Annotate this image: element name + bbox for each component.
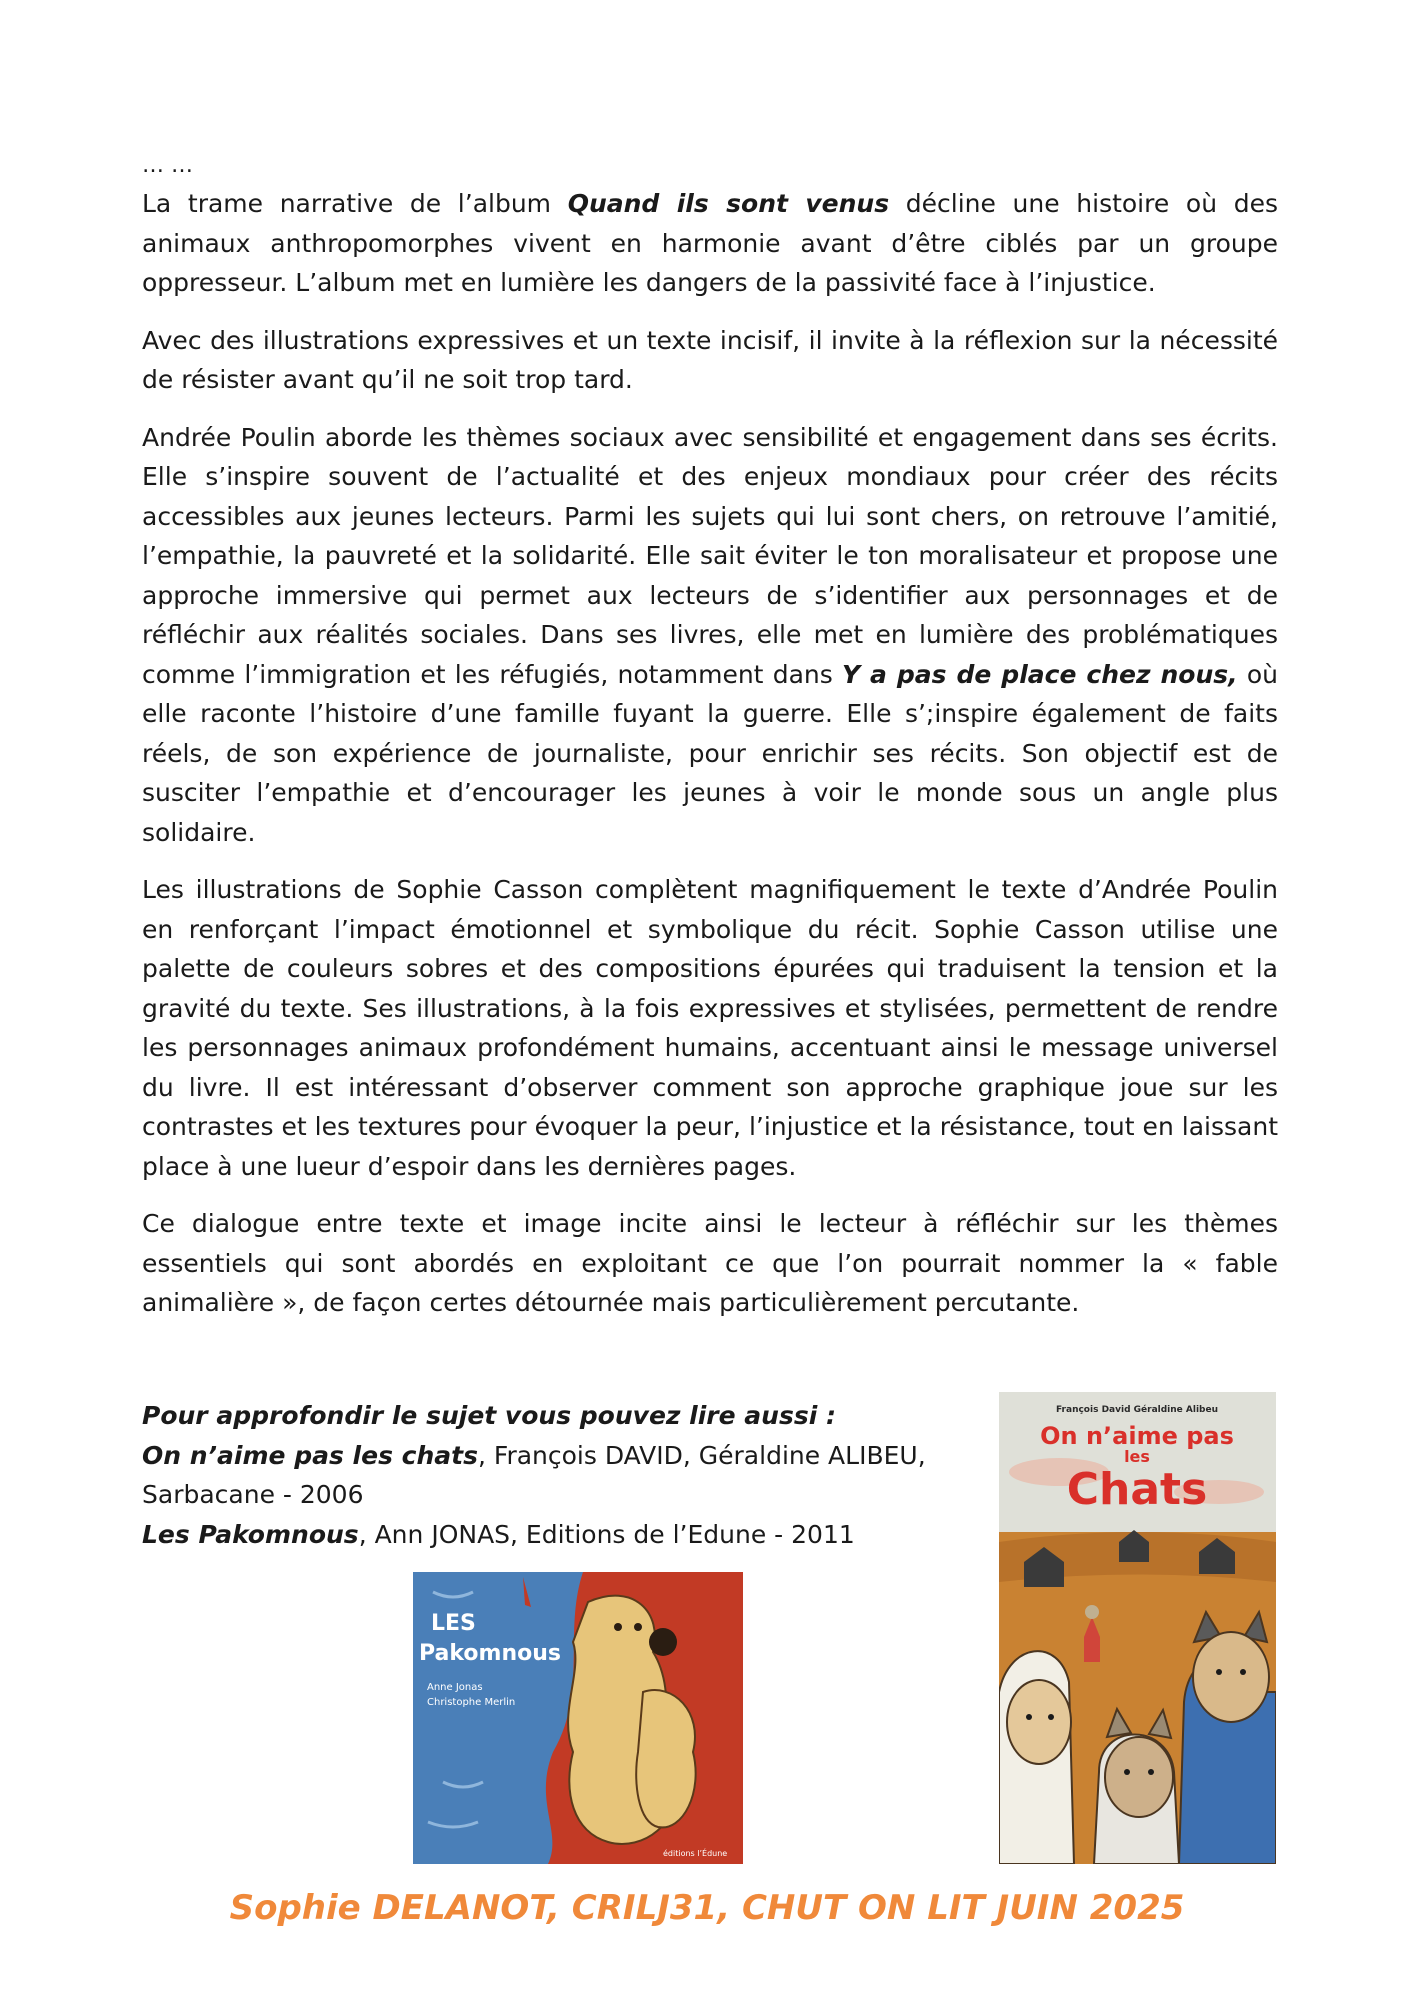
signature: Sophie DELANOT, CRILJ31, CHUT ON LIT JUIN 2025: [229, 1888, 1185, 1928]
cover-les-pakomnous: [413, 1572, 743, 1864]
pakomnous-author: Anne Jonas: [427, 1682, 483, 1693]
book-title-quand-ils-sont-venus: Quand ils sont venus: [567, 189, 890, 218]
ellipsis: … …: [142, 153, 193, 178]
paragraph-5: Ce dialogue entre texte et image incite ainsi le lecteur à réfléchir sur les thèmes essentiels qui sont abordés en exploitant ce que l’on pourrait nommer la « fable animalière », de façon certes détournée mais particulièrement percutante.: [142, 1209, 1278, 1317]
pakomnous-publisher: éditions l’Édune: [663, 1849, 728, 1858]
further-reading-heading: Pour approfondir le sujet vous pouvez lire aussi :: [142, 1401, 836, 1430]
cover-on-naime-pas-les-chats: [999, 1392, 1276, 1864]
paragraph-2: Avec des illustrations expressives et un texte incisif, il invite à la réflexion sur la nécessité de résister avant qu’il ne soit trop tard.: [142, 325, 1278, 394]
chats-cover-title-line-3: Chats: [1066, 1464, 1208, 1515]
paragraph-3: Andrée Poulin aborde les thèmes sociaux avec sensibilité et engagement dans ses écrits. Elle s’inspire souvent de l’actualité et des enjeux mondiaux pour créer des récits accessibles aux jeunes lecteurs. Parmi les sujets qui lui sont chers, on retrouve l’amitié, l’empathie, la pauvreté et la solidarité. Elle sait éviter le ton moralisateur et propose une approche immersive qui permet aux lecteurs de s’identifier aux personnages et de réfléchir aux réalités sociales. Dans ses livres, elle met en lumière des problématiques comme l’immigration et les réfugiés, notamment dans Y a pas de place chez nous, où elle raconte l’histoire d’une famille fuyant la guerre. Elle s’;inspire également de faits réels, de son expérience de journaliste, pour enrichir ses récits. Son objectif est de susciter l’empathie et d’encourager les jeunes à voir le monde sous un angle plus solidaire.: [142, 422, 1278, 847]
further-reading-book-1-publisher: Sarbacane - 2006: [142, 1480, 364, 1509]
article-body: [142, 148, 1278, 1341]
pakomnous-illustrator: Christophe Merlin: [427, 1697, 516, 1708]
further-reading-book-2: Les Pakomnous, Ann JONAS, Editions de l’Edune - 2011: [142, 1519, 855, 1549]
chats-cover-authors: François David Géraldine Alibeu: [1055, 1405, 1219, 1415]
pakomnous-title-line-1: LES: [431, 1611, 476, 1636]
paragraph-1: La trame narrative de l’album Quand ils sont venus décline une histoire où des animaux anthropomorphes vivent en harmonie avant d’être ciblés par un groupe oppresseur. L’album met en lumière les dangers de la passivité face à l’injustice.: [142, 189, 1278, 297]
further-reading: [142, 1396, 982, 1554]
further-reading-book-1: On n’aime pas les chats, François DAVID, Géraldine ALIBEU,: [142, 1440, 926, 1470]
chats-cover-title-line-1: On n’aime pas: [1040, 1422, 1234, 1450]
chats-cover-title-line-2: les: [1124, 1447, 1150, 1466]
chats-cover-art: [999, 1392, 1276, 1864]
pakomnous-title-line-2: Pakomnous: [419, 1641, 561, 1666]
pakomnous-cover-art: [413, 1572, 743, 1864]
book-title-y-a-pas-de-place: Y a pas de place chez nous,: [841, 659, 1238, 689]
paragraph-4: Les illustrations de Sophie Casson complètent magnifiquement le texte d’Andrée Poulin en renforçant l’impact émotionnel et symbolique du récit. Sophie Casson utilise une palette de couleurs sobres et des compositions épurées qui traduisent la tension et la gravité du texte. Ses illustrations, à la fois expressives et stylisées, permettent de rendre les personnages animaux profondément humains, accentuant ainsi le message universel du livre. Il est intéressant d’observer comment son approche graphique joue sur les contrastes et les textures pour évoquer la peur, l’injustice et la résistance, tout en laissant place à une lueur d’espoir dans les dernières pages.: [142, 875, 1278, 1181]
